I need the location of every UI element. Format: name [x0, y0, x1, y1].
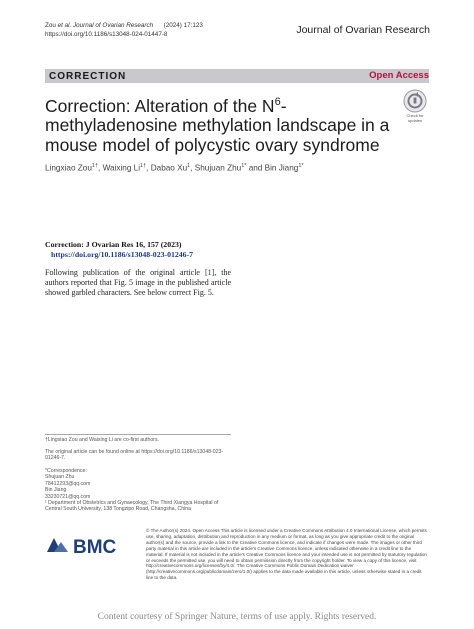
author-name[interactable]: Dabao Xu: [150, 163, 188, 173]
courtesy-footer: Content courtesy of Springer Nature, terms of use apply. Rights reserved.: [97, 612, 377, 622]
body-text-part-1: Following publication of the original article: [45, 268, 205, 277]
citation-doi[interactable]: https://doi.org/10.1186/s13048-024-01447-8: [45, 31, 168, 38]
correspondence-block: [45, 468, 231, 513]
title-part-2: -methyladenosine methylation landscape in a mouse model of polycystic ovary syndrome: [45, 95, 390, 155]
author-affiliation-marker: 1†: [140, 163, 147, 169]
author-separator: ,: [98, 163, 103, 173]
title-superscript: 6: [274, 96, 281, 108]
contact2-email[interactable]: 33230721@qq.com: [45, 493, 91, 500]
bmc-logo-icon: [45, 532, 131, 560]
correction-reference: Correction: J Ovarian Res 16, 157 (2023): [45, 240, 182, 249]
citation-etal: et al.: [57, 22, 72, 29]
check-for-updates-icon[interactable]: [402, 88, 428, 114]
author-affiliation-marker: 1*: [241, 163, 247, 169]
citation-authors: Zou: [45, 22, 58, 29]
article-title: [45, 93, 400, 155]
correction-body: [45, 268, 231, 298]
reference-link[interactable]: [1]: [204, 268, 215, 277]
citation-line-1: [45, 21, 203, 30]
contact1-email[interactable]: 78412293@qq.com: [45, 480, 91, 487]
footnote-divider: [45, 434, 231, 435]
affiliation: ¹ Department of Obstetrics and Gynaecology, The Third Xiangya Hospital of Central South University, 138 Tongzipo Road, Changsha, China: [45, 500, 219, 513]
author-separator: ,: [190, 163, 195, 173]
body-text-part-2: , the authors reported that Fig. 5 image in the published article showed garbled characters. See below correct Fig. 5.: [45, 268, 231, 297]
author-affiliation-marker: 1: [187, 163, 191, 169]
open-access-label: Open Access: [369, 70, 429, 81]
title-part-1: Correction: Alteration of the N: [45, 95, 275, 116]
citation-header: [45, 21, 203, 39]
author-affiliation-marker: 1†: [91, 163, 99, 169]
check-for-updates-label[interactable]: Check for updates: [406, 113, 424, 123]
author-name[interactable]: Bin Jiang: [264, 163, 299, 173]
author-name[interactable]: Waixing Li: [102, 163, 141, 173]
author-affiliation-marker: 1*: [298, 163, 304, 169]
contact1-name: Shujuan Zhu: [45, 474, 75, 481]
author-name[interactable]: Lingxiao Zou: [45, 163, 92, 173]
author-list: [45, 163, 405, 173]
license-text: © The Author(s) 2024. Open Access This article is licensed under a Creative Commons Attribution 4.0 International License, which permits use, sharing, adaptation, distribution and reproduction in any medium or format, as long as you give appropriate credit to the original author(s) and the source, provide a link to the Creative Commons licence, and indicate if changes were made. The images or other third party material in this article are included in the article's Creative Commons licence, unless indicated otherwise in a credit line to the material. If material is not included in the article's Creative Commons licence and your intended use is not permitted by statutory regulation or exceeds the permitted use, you will need to obtain permission directly from the copyright holder. To view a copy of this licence, visit http://creativecommons.org/licenses/by/4.0/. The Creative Commons Public Domain Dedication waiver (http://creativecommons.org/publicdomain/zero/1.0/) applies to the data made available in this article, unless otherwise stated in a credit line to the data.: [146, 528, 427, 581]
citation-journal: Journal of Ovarian Research: [71, 22, 154, 29]
correction-doi-link[interactable]: https://doi.org/10.1186/s13048-023-01246-7: [51, 250, 194, 259]
citation-year: (2024) 17:123: [163, 22, 203, 29]
cofirst-footnote: †Lingxiao Zou and Waixing Li are co-first authors.: [45, 437, 159, 443]
bmc-logo: [45, 532, 131, 560]
bmc-logo-text: BMC: [73, 537, 117, 558]
author-separator: ,: [146, 163, 151, 173]
author-separator: and: [246, 163, 265, 173]
author-name[interactable]: Shujuan Zhu: [194, 163, 242, 173]
article-type-label: CORRECTION: [49, 71, 127, 82]
journal-name: Journal of Ovarian Research: [296, 24, 430, 36]
contact2-name: Bin Jiang: [45, 487, 67, 494]
original-article-footnote: The original article can be found online at https://doi.org/10.1186/s13048-023-01246-7.: [45, 449, 224, 462]
correspondence-label: *Correspondence:: [45, 468, 87, 474]
